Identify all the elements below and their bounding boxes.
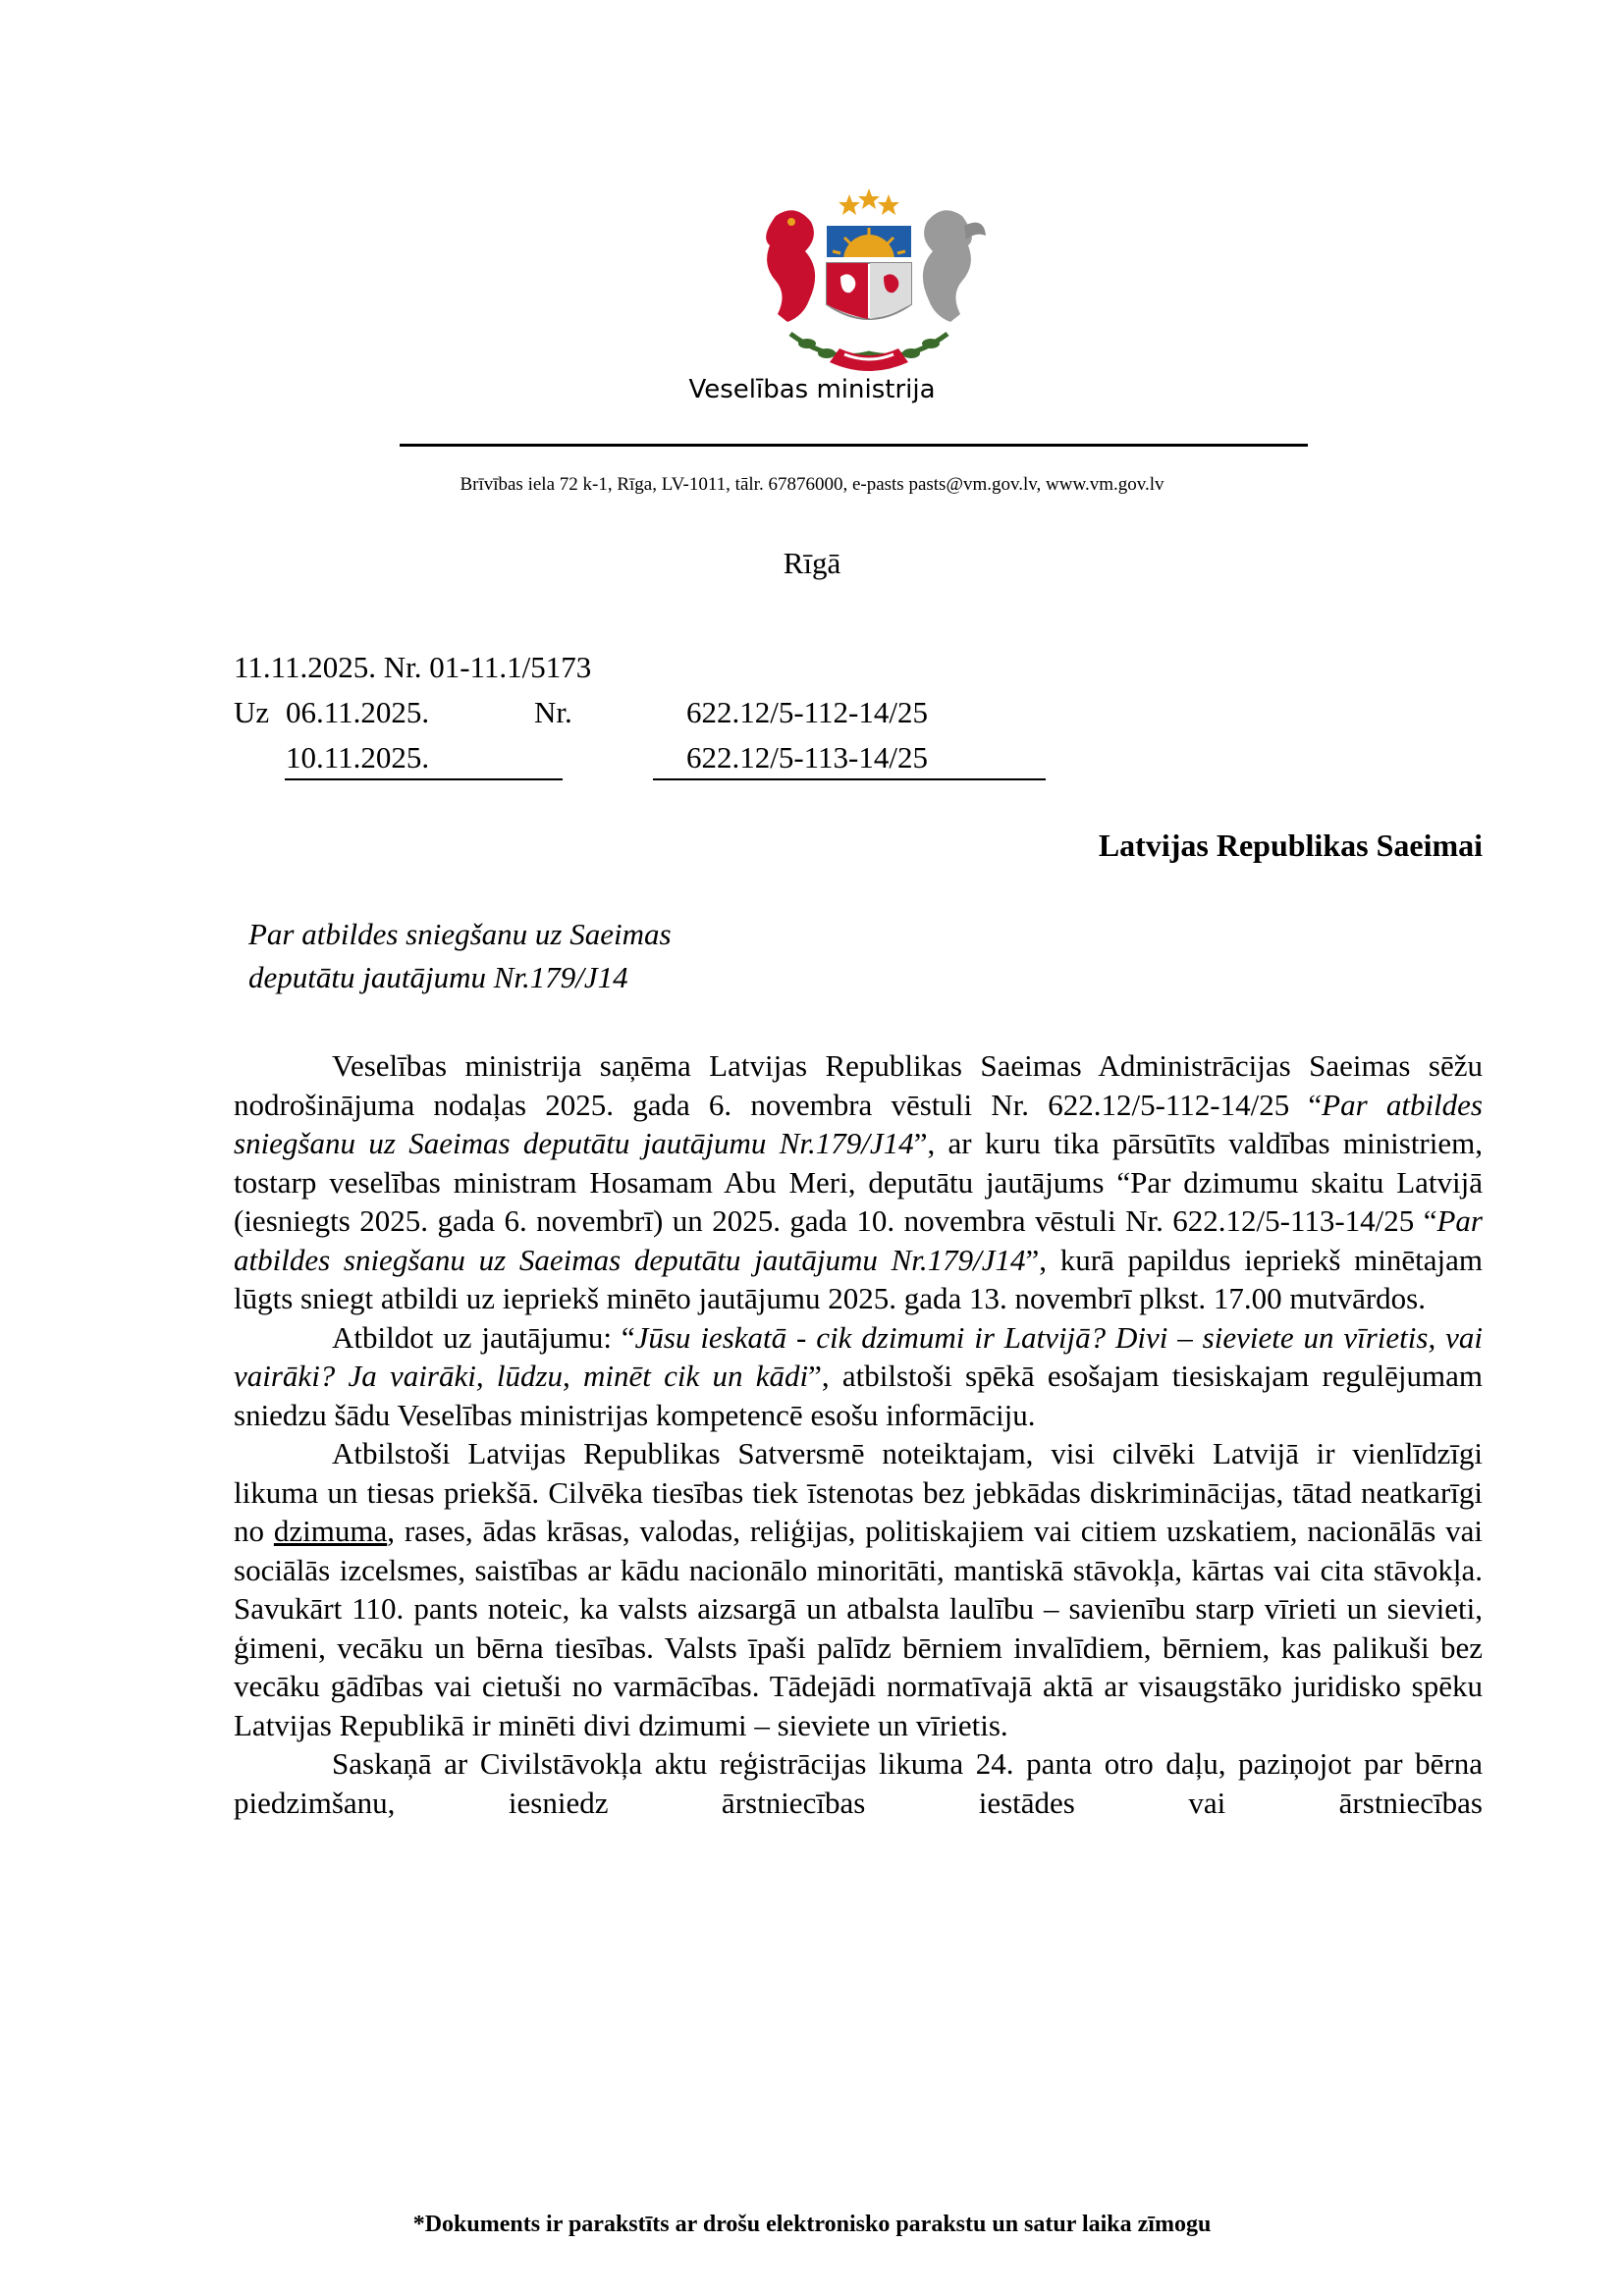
reference-number-2: 622.12/5-113-14/25 xyxy=(686,740,928,774)
subject xyxy=(248,913,672,999)
addressee: Latvijas Republikas Saeimai xyxy=(1098,828,1483,863)
body-paragraph-3: Atbilstoši Latvijas Republikas Satversmē noteiktajam, visi cilvēki Latvijā ir vienlīdzīgi likuma un tiesas priekšā. Cilvēka tiesības tiek īstenotas bez jebkādas diskriminācijas, tātad neatkarīgi no dzimuma, rases, ādas krāsas, valodas, reliģijas, politiskajiem vai citiem uzskatiem, nacionālās vai sociālās izcelsmes, saistības ar kādu nacionālo minoritāti, mantiskā stāvokļa, kārtas vai cita stāvokļa. Savukārt 110. pants noteic, ka valsts aizsargā un atbalsta laulību – savienību starp vīrieti un sievieti, ģimeni, vecāku un bērna tiesības. Valsts īpaši palīdz bērniem invalīdiem, bērniem, kas palikuši bez vecāku gādības vai cietuši no varmācības. Tādejādi normatīvajā aktā ar visaugstāko juridisko spēku Latvijas Republikā ir minēti divi dzimumi – sieviete un vīrietis. xyxy=(234,1436,1483,1742)
body-paragraph-4: Saskaņā ar Civilstāvokļa aktu reģistrācijas likuma 24. panta otro daļu, paziņojot par bērna piedzimšanu, iesniedz ārstniecības iestādes vai ārstniecības xyxy=(234,1746,1483,1820)
body-paragraph-1: Veselības ministrija saņēma Latvijas Republikas Saeimas Administrācijas Saeimas sēžu nodrošinājuma nodaļas 2025. gada 6. novembra vēstuli Nr. 622.12/5-112-14/25 “Par atbildes sniegšanu uz Saeimas deputātu jautājumu Nr.179/J14”, ar kuru tika pārsūtīts valdības ministriem, tostarp veselības ministram Hosamam Abu Meri, deputātu jautājums “Par dzimumu skaitu Latvijā (iesniegts 2025. gada 6. novembrī) un 2025. gada 10. novembra vēstuli Nr. 622.12/5-113-14/25 “Par atbildes sniegšanu uz Saeimas deputātu jautājumu Nr.179/J14”, kurā papildus iepriekš minētajam lūgts sniegt atbildi uz iepriekš minēto jautājumu 2025. gada 13. novembrī plkst. 17.00 mutvārdos. xyxy=(234,1048,1483,1315)
document-date-number: 11.11.2025. Nr. 01-11.1/5173 xyxy=(234,650,592,684)
reference-nr-label: Nr. xyxy=(534,695,572,729)
body-paragraph-2: Atbildot uz jautājumu: “Jūsu ieskatā - cik dzimumi ir Latvijā? Divi – sieviete un vīrietis, vai vairāki? Ja vairāki, lūdzu, minēt cik un kādi”, atbilstoši spēkā esošajam tiesiskajam regulējumam sniedzu šādu Veselības ministrijas kompetencē esošu informāciju. xyxy=(234,1319,1483,1432)
reference-underline-number xyxy=(653,778,1046,780)
reference-uz-label: Uz xyxy=(234,695,270,729)
signature-notice: *Dokuments ir parakstīts ar drošu elektronisko parakstu un satur laika zīmogu xyxy=(412,2212,1212,2237)
ministry-name: Veselības ministrija xyxy=(688,375,936,404)
subject-line-1: Par atbildes sniegšanu uz Saeimas xyxy=(248,917,672,951)
reference-date-1: 06.11.2025. xyxy=(286,695,430,729)
header-divider xyxy=(400,444,1308,447)
reference-date-2: 10.11.2025. xyxy=(286,740,430,774)
reference-underline-date xyxy=(285,778,563,780)
place-of-issue: Rīgā xyxy=(783,546,841,580)
ministry-address: Brīvības iela 72 k-1, Rīga, LV-1011, tālr. 67876000, e-pasts pasts@vm.gov.lv, www.vm.gov.lv xyxy=(460,474,1164,495)
subject-line-2: deputātu jautājumu Nr.179/J14 xyxy=(248,960,628,994)
letter-body xyxy=(234,1046,1483,1822)
reference-number-1: 622.12/5-112-14/25 xyxy=(686,695,928,729)
latvia-coat-of-arms-icon xyxy=(746,187,992,373)
